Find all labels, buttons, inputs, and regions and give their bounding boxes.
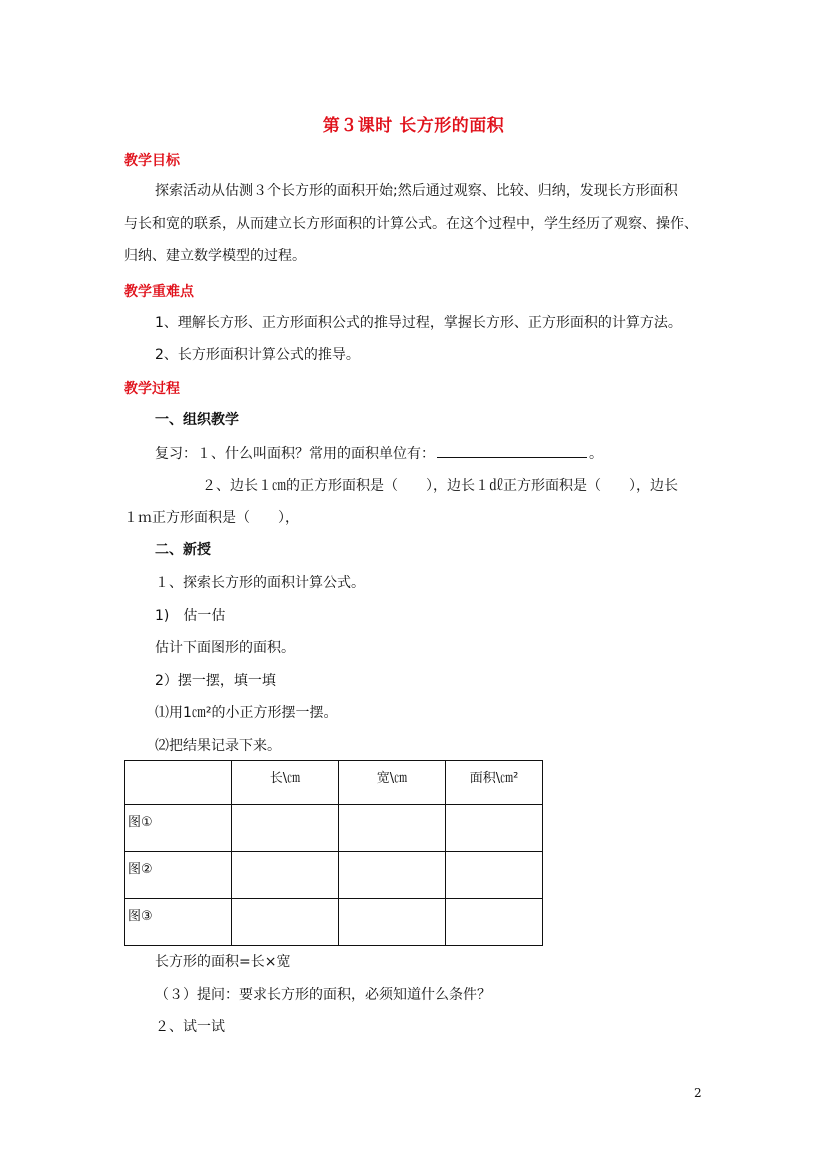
table-header-cell: 宽\㎝ [339,761,446,805]
goal-line-2: 与长和宽的联系，从而建立长方形面积的计算公式。在这个过程中，学生经历了观察、操作、 [124,216,698,232]
goal-heading: 教学目标 [124,153,180,169]
step-1-1-text: 估计下面图形的面积。 [155,640,295,656]
step-2-a: ⑴用1㎝²的小正方形摆一摆。 [155,705,338,721]
page-title: 第３课时 长方形的面积 [322,116,505,136]
review-question-1-text: 复习：１、什么叫面积？常用的面积单位有： [155,446,435,462]
review-question-2-line-1: ２、边长１㎝的正方形面积是（ ），边长１㎗正方形面积是（ ），边长 [202,478,678,494]
answer-blank [437,443,587,458]
review-question-1-end: 。 [589,446,603,462]
table-cell [232,805,339,852]
result-table [124,760,543,946]
key-point-1: 1、理解长方形、正方形面积公式的推导过程，掌握长方形、正方形面积的计算方法。 [155,315,682,331]
table-cell [446,899,543,946]
table-cell [339,852,446,899]
step-2-b: ⑵把结果记录下来。 [155,738,281,754]
table-row [125,805,543,852]
goal-line-3: 归纳、建立数学模型的过程。 [124,248,306,264]
key-point-2: 2、长方形面积计算公式的推导。 [155,347,360,363]
table-cell: 图③ [125,899,232,946]
table-cell [446,805,543,852]
table-cell [232,852,339,899]
table-header-cell [125,761,232,805]
part1-heading: 一、组织教学 [155,412,239,428]
table-cell [339,805,446,852]
step-1: １、探索长方形的面积计算公式。 [155,575,365,591]
key-heading: 教学重难点 [124,284,194,300]
table-cell [232,899,339,946]
area-formula: 长方形的面积=长×宽 [155,954,291,970]
step-2: 2）摆一摆，填一填 [155,673,276,689]
table-header-cell: 长\㎝ [232,761,339,805]
step-3: ２、试一试 [155,1019,225,1035]
step-1-1: 1) 估一估 [155,608,226,624]
table-cell [446,852,543,899]
table-header-cell: 面积\㎝² [446,761,543,805]
table-cell: 图① [125,805,232,852]
table-cell: 图② [125,852,232,899]
goal-line-1: 探索活动从估测３个长方形的面积开始;然后通过观察、比较、归纳，发现长方形面积 [155,183,678,199]
part2-heading: 二、新授 [155,542,211,558]
review-question-1 [155,443,603,464]
table-row [125,852,543,899]
page-number: 2 [694,1086,702,1100]
table-row [125,899,543,946]
table-header-row [125,761,543,805]
process-heading: 教学过程 [124,381,180,397]
question: （３）提问：要求长方形的面积，必须知道什么条件？ [155,987,491,1003]
review-question-2-line-2: １ｍ正方形面积是（ ）， [124,510,299,526]
table-cell [339,899,446,946]
